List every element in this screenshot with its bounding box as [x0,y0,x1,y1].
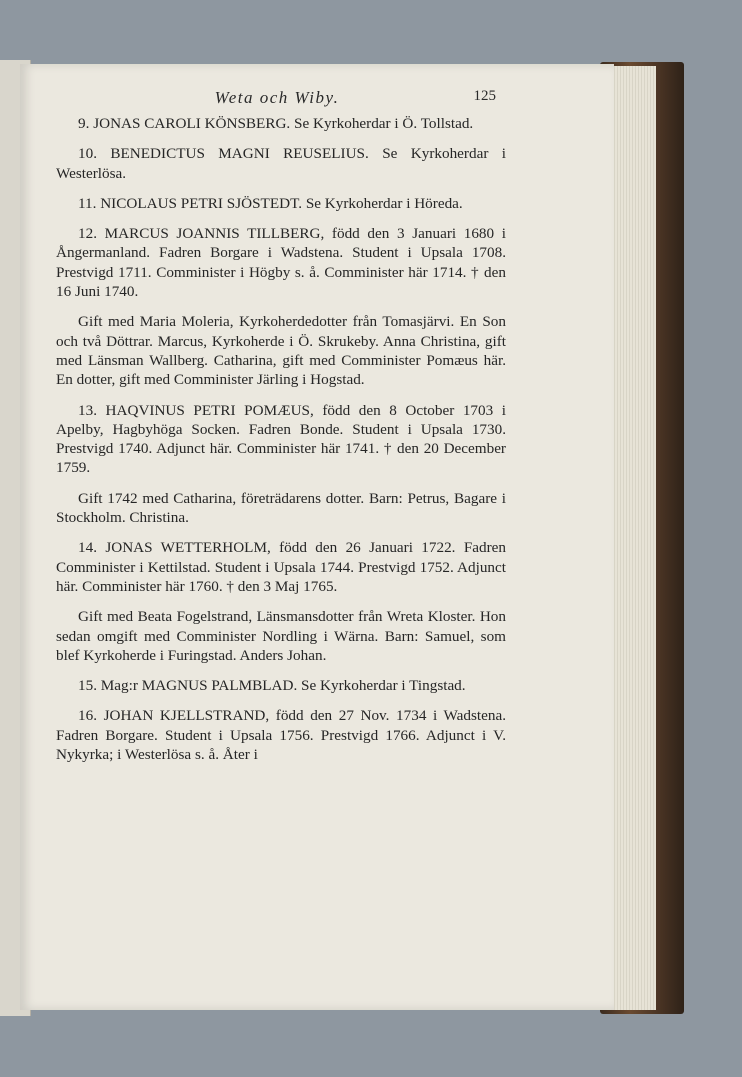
paragraph: 14. JONAS WETTERHOLM, född den 26 Januari 1722. Fadren Comminister i Kettilstad. Student i Upsala 1744. Prestvigd 1752. Adjunct här. Comminister här 1760. † den 3 Maj 1765. [56,539,506,595]
paragraph: 10. BENEDICTUS MAGNI REUSELIUS. Se Kyrkoherdar i Westerlösa. [56,145,506,182]
paragraph: 15. Mag:r MAGNUS PALMBLAD. Se Kyrkoherdar i Tingstad. [78,677,466,695]
running-header [58,88,496,108]
page-block-edges [612,66,656,1010]
paragraph: Gift med Maria Moleria, Kyrkoherdedotter från Tomasjärvi. En Son och två Döttrar. Marcus, Kyrkoherde i Ö. Skrukeby. Anna Christina, gift med Länsman Wallberg. Catharina, gift med Comminister Pomæus här. En dotter, gift med Comminister Järling i Hogstad. [56,313,506,389]
paragraph: Gift med Beata Fogelstrand, Länsmansdotter från Wreta Kloster. Hon sedan omgift med Comminister Nordling i Wärna. Barn: Samuel, som blef Kyrkoherde i Furingstad. Anders Johan. [56,608,506,664]
body-text [56,114,506,775]
paragraph: 9. JONAS CAROLI KÖNSBERG. Se Kyrkoherdar i Ö. Tollstad. [78,115,474,132]
paragraph: 16. JOHAN KJELLSTRAND, född den 27 Nov. 1734 i Wadstena. Fadren Borgare. Student i Upsala 1756. Prestvigd 1766. Adjunct i V. Nykyrka; i Westerlösa s. å. Åter i [56,707,506,764]
paragraph: 12. MARCUS JOANNIS TILLBERG, född den 3 Januari 1680 i Ångermanland. Fadren Borgare i Wadstena. Student i Upsala 1708. Prestvigd 1711. Comminister i Högby s. å. Comminister här 1714. † den 16 Juni 1740. [56,225,506,301]
paragraph: Gift 1742 med Catharina, företrädarens dotter. Barn: Petrus, Bagare i Stockholm. Christina. [56,489,506,527]
page-number: 125 [473,88,496,104]
paragraph: 13. HAQVINUS PETRI POMÆUS, född den 8 October 1703 i Apelby, Hagbyhöga Socken. Fadren Bonde. Student i Upsala 1730. Prestvigd 1740. Adjunct här. Comminister här 1741. † den 20 December 1759. [56,401,506,477]
paragraph: 11. NICOLAUS PETRI SJÖSTEDT. Se Kyrkoherdar i Höreda. [78,194,463,212]
running-title: Weta och Wiby. [214,88,340,107]
